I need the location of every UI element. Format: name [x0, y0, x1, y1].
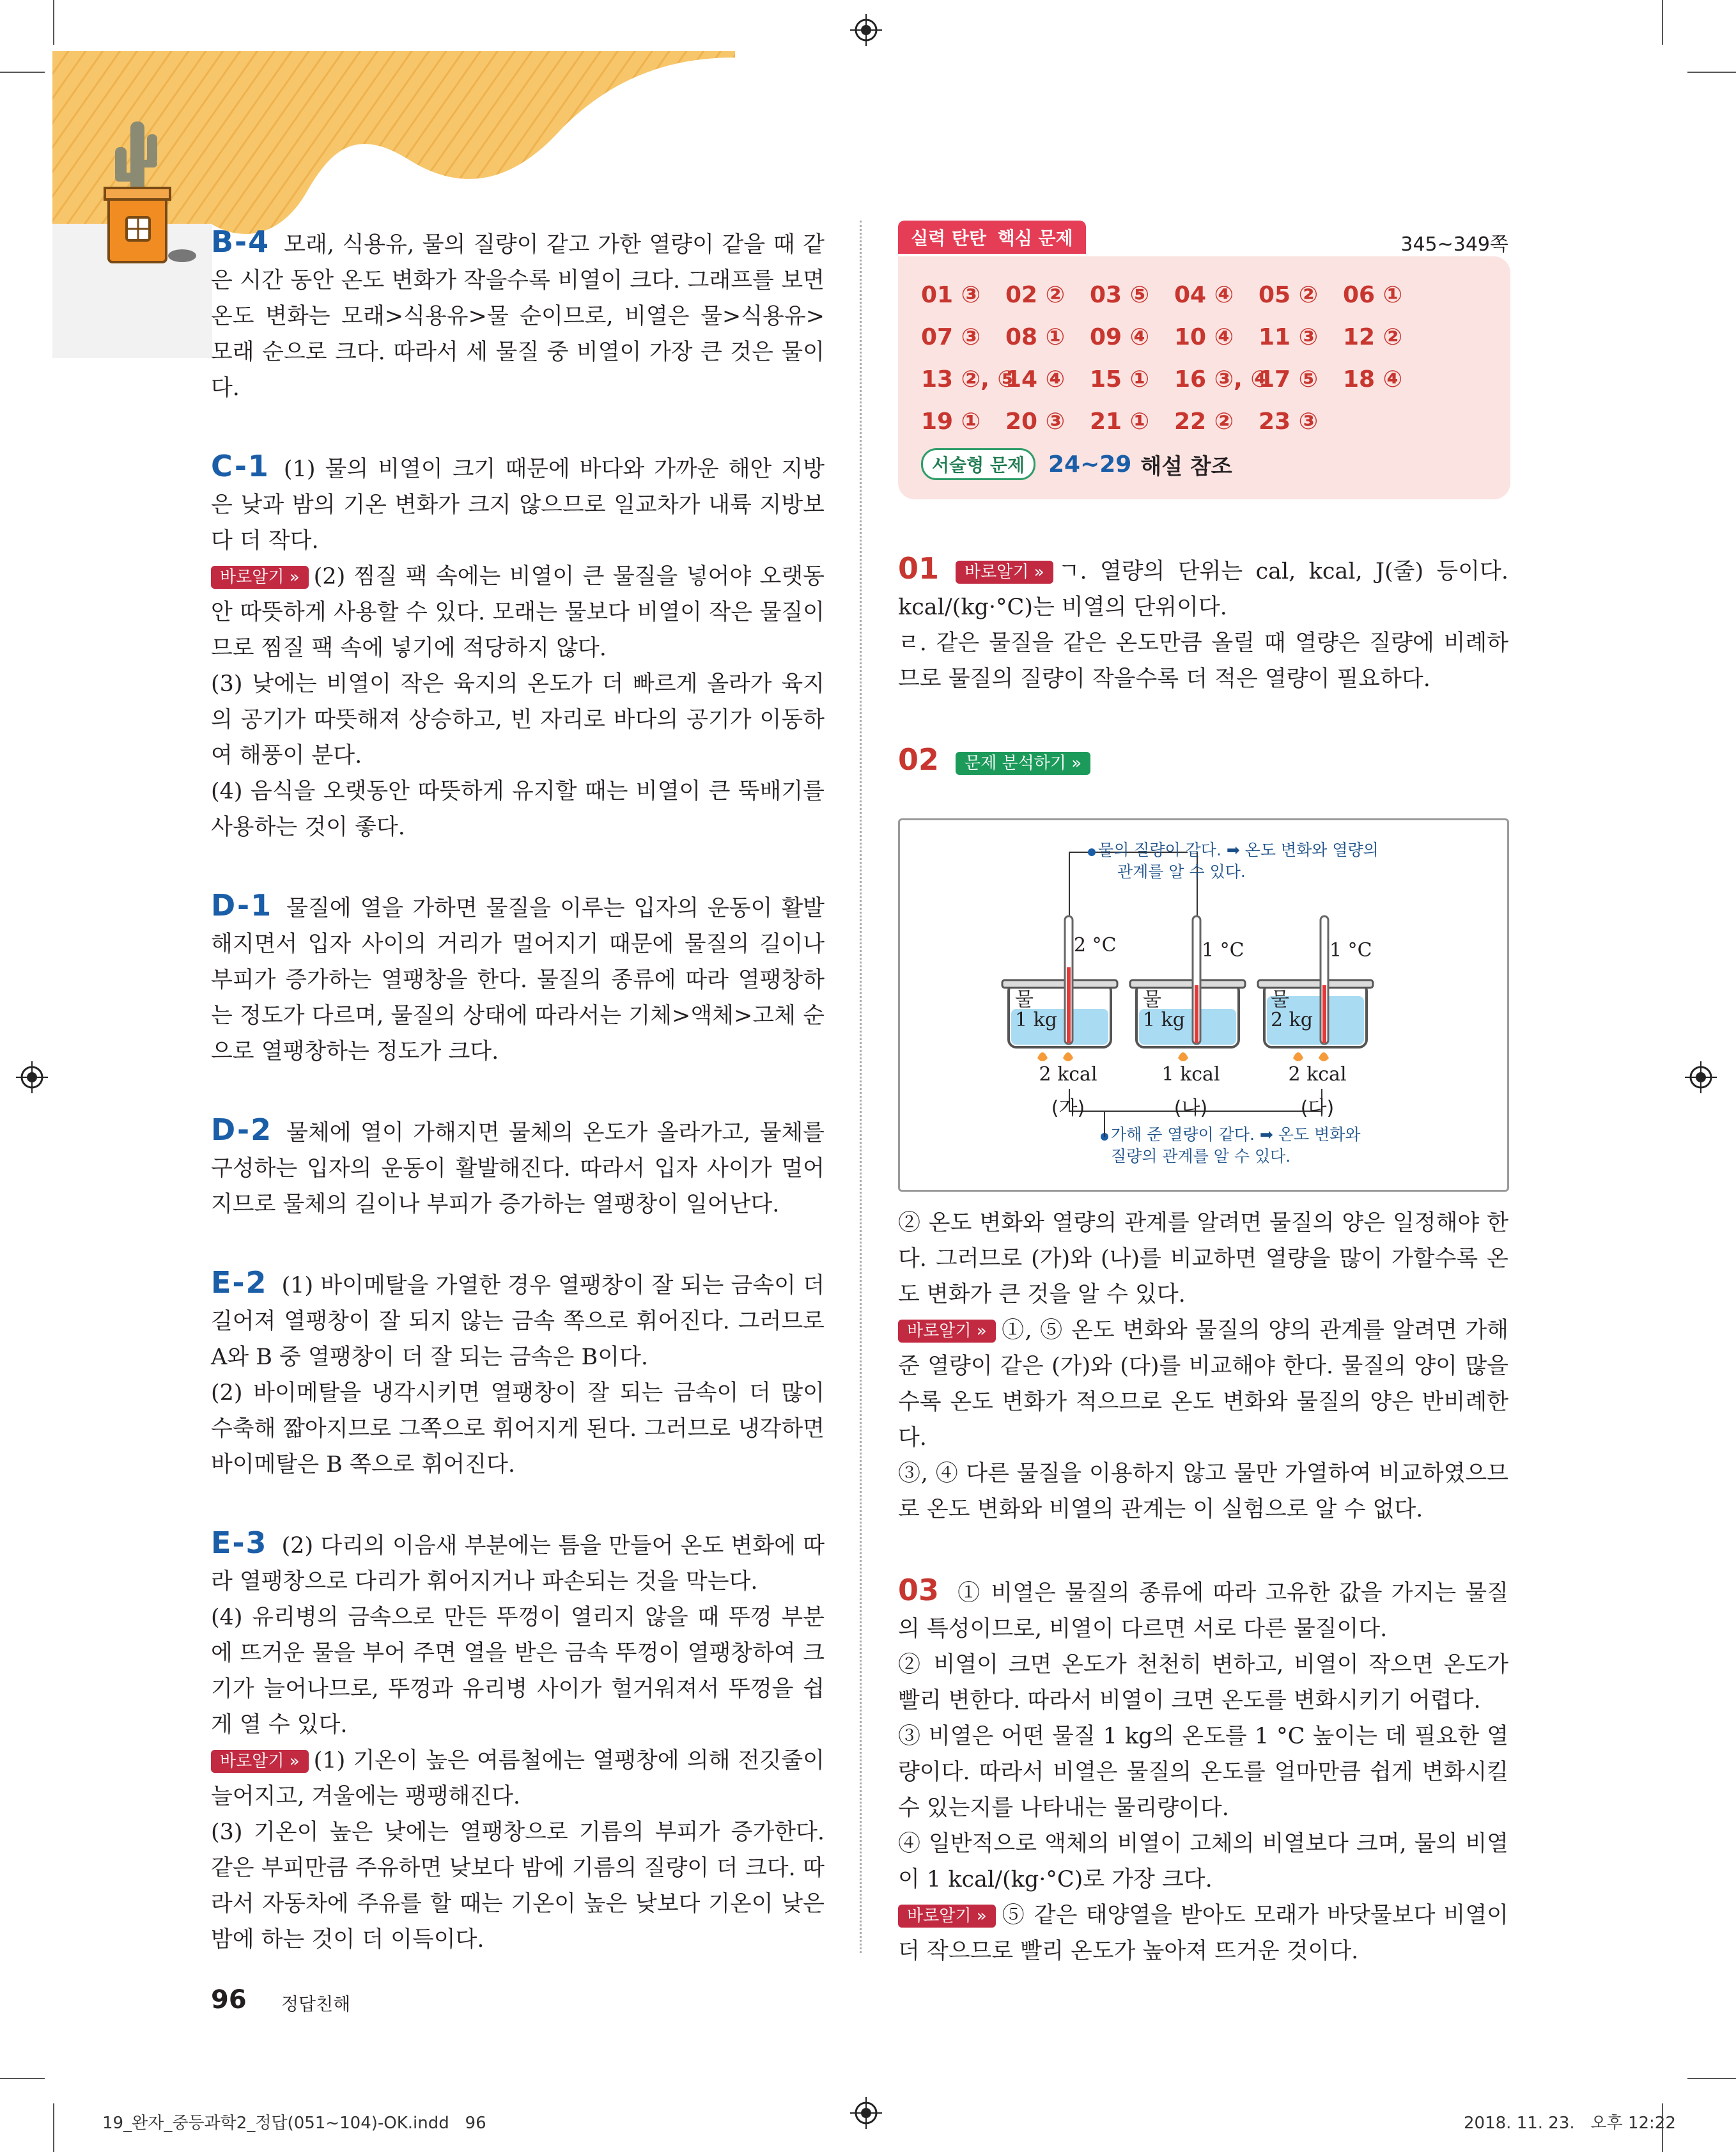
answer-text: ④ 일반적으로 액체의 비열이 고체의 비열보다 크며, 물의 비열이 1 kcal/(kg·°C)로 가장 크다. [898, 1831, 1508, 1892]
figure-bottom-note [1111, 1124, 1361, 1167]
answer-text: ①, ⑤ 온도 변화와 물질의 양의 관계를 알려면 가해 준 열량이 같은 (가)와 (다)를 비교해야 한다. 물질의 양이 많을수록 온도 변화가 적으므로 온도 변화와 물질의 양은 반비례한다. [898, 1318, 1508, 1451]
essay-range: 24~29 [1048, 451, 1132, 478]
answer-key-item: 19 ① [921, 409, 981, 435]
answer-key-item: 14 ④ [1005, 366, 1066, 393]
answer-key-item: 02 ② [1005, 282, 1066, 308]
answer-key-item: 05 ② [1259, 282, 1319, 308]
question-label: D-2 [211, 1112, 273, 1147]
correction-badge: 바로알기 » [211, 1750, 309, 1773]
answer-key-item: 17 ⑤ [1259, 366, 1319, 393]
pot-c-label: (다) [1300, 1097, 1335, 1119]
answer-key-item: 09 ④ [1090, 324, 1150, 350]
answer-key-item: 01 ③ [921, 282, 981, 308]
section-name: 정답친해 [281, 1993, 351, 2015]
answer-key-header [898, 221, 1508, 256]
pot-b-label: (나) [1174, 1097, 1208, 1119]
answer-E3 [211, 1525, 825, 1958]
answer-C1 [211, 448, 825, 845]
crop-mark [1687, 2078, 1736, 2079]
crop-mark [0, 2078, 45, 2079]
question-label: D-1 [211, 888, 273, 923]
answer-key-item: 23 ③ [1259, 409, 1319, 435]
pot-c-mass: 2 kg [1271, 1009, 1314, 1031]
question-number: 01 [898, 551, 940, 586]
correction-badge: 바로알기 » [898, 1905, 996, 1928]
pot-c-substance: 물 [1271, 988, 1289, 1011]
page-range: 345~349쪽 [1400, 233, 1508, 256]
answer-B4 [211, 224, 825, 406]
answer-text: (3) 낮에는 비열이 작은 육지의 온도가 더 빠르게 올라가 육지의 공기가 따뜻해져 상승하고, 빈 자리로 바다의 공기가 이동하여 해풍이 분다. [211, 671, 825, 768]
answer-key-item: 11 ③ [1259, 324, 1319, 350]
answer-key-item: 12 ② [1343, 324, 1403, 350]
pot-b-substance: 물 [1143, 988, 1161, 1011]
registration-mark-icon [1685, 1061, 1717, 1096]
answer-text: 물체에 열이 가해지면 물체의 온도가 올라가고, 물체를 구성하는 입자의 운동이 활발해진다. 따라서 입자 사이가 멀어지므로 물체의 길이나 부피가 증가하는 열팽창이 일어난다. [211, 1120, 825, 1217]
answer-text: ① 비열은 물질의 종류에 따라 고유한 값을 가지는 물질의 특성이므로, 비열이 다르면 서로 다른 물질이다. [898, 1580, 1508, 1642]
right-column-lower [898, 1205, 1508, 1969]
essay-note: 해설 참조 [1140, 453, 1232, 480]
crop-mark [1687, 72, 1736, 73]
answer-key-item: 16 ③, ④ [1174, 366, 1270, 393]
pot-a-temp: 2 °C [1074, 934, 1117, 956]
pot-a-mass: 1 kg [1015, 1009, 1058, 1031]
left-column [211, 224, 825, 2000]
question-number: 03 [898, 1573, 940, 1607]
figure-note-line: 질량의 관계를 알 수 있다. [1111, 1147, 1291, 1166]
question-number: 02 [898, 742, 940, 777]
registration-mark-icon [850, 2097, 882, 2132]
figure-note-line: 물의 질량이 같다. ➡ 온도 변화와 열량의 [1098, 841, 1379, 859]
answer-text: (1) 물의 비열이 크기 때문에 바다와 가까운 해안 지방은 낮과 밤의 기온 변화가 크지 않으므로 일교차가 내륙 지방보다 더 작다. [211, 456, 825, 554]
answer-text: (3) 기온이 높은 낮에는 열팽창으로 기름의 부피가 증가한다. 같은 부피만큼 주유하면 낮보다 밤에 기름의 질량이 더 크다. 따라서 자동차에 주유를 할 때는 기온이 높은 낮보다 기온이 낮은 밤에 하는 것이 더 이득이다. [211, 1820, 825, 1953]
registration-mark-icon [850, 14, 882, 49]
answer-D1 [211, 887, 825, 1070]
question-label: E-2 [211, 1265, 268, 1300]
answer-key-item: 06 ① [1343, 282, 1403, 308]
answer-key-box [898, 256, 1510, 499]
page-number: 96 [211, 1985, 247, 2015]
answer-01 [898, 550, 1508, 697]
answer-text: ③ 비열은 어떤 물질 1 kg의 온도를 1 °C 높이는 데 필요한 열량이다. 따라서 비열은 물질의 온도를 얼마만큼 쉽게 변화시킬 수 있는지를 나타내는 물리량이다. [898, 1724, 1508, 1821]
answer-key-item: 10 ④ [1174, 324, 1234, 350]
crop-mark [53, 2103, 54, 2152]
answer-text: (4) 음식을 오랫동안 따뜻하게 유지할 때는 비열이 큰 뚝배기를 사용하는 것이 좋다. [211, 779, 825, 840]
answer-key-tag [898, 221, 1086, 254]
experiment-figure [898, 818, 1509, 1192]
file-name: 19_완자_중등과학2_정답(051~104)-OK.indd 96 [102, 2114, 486, 2133]
cactus-pot-icon [102, 115, 198, 275]
figure-top-note [1098, 839, 1379, 883]
pot-a-substance: 물 [1015, 988, 1034, 1011]
pot-a-label: (가) [1051, 1097, 1085, 1119]
essay-row [921, 448, 1490, 480]
pot-c-heat: 2 kcal [1288, 1063, 1347, 1086]
answer-key-item: 15 ① [1090, 366, 1150, 393]
correction-badge: 바로알기 » [898, 1320, 996, 1343]
answer-text: (2) 찜질 팩 속에는 비열이 큰 물질을 넣어야 오랫동안 따뜻하게 사용할 수 있다. 모래는 물보다 비열이 작은 물질이므로 찜질 팩 속에 넣기에 적당하지 않다. [211, 564, 825, 661]
answer-02 [898, 742, 1508, 781]
crop-mark [0, 72, 45, 73]
tag-main: 핵심 문제 [997, 228, 1073, 249]
question-label: E-3 [211, 1525, 268, 1560]
analysis-badge: 문제 분석하기 » [956, 752, 1090, 775]
answer-text: (1) 기온이 높은 여름철에는 열팽창에 의해 전깃줄이 늘어지고, 겨울에는 팽팽해진다. [211, 1748, 825, 1809]
answer-03 [898, 1572, 1508, 1969]
answer-key-item: 13 ②, ⑤ [921, 366, 1017, 393]
answer-text: ㄹ. 같은 물질을 같은 온도만큼 올릴 때 열량은 질량에 비례하므로 물질의 질량이 작을수록 더 적은 열량이 필요하다. [898, 630, 1508, 692]
crop-mark [53, 0, 54, 45]
answer-text: (2) 다리의 이음새 부분에는 틈을 만들어 온도 변화에 따라 열팽창으로 다리가 휘어지거나 파손되는 것을 막는다. [211, 1533, 825, 1595]
crop-mark [1662, 0, 1663, 45]
correction-badge: 바로알기 » [956, 561, 1053, 584]
answer-key-item: 07 ③ [921, 324, 981, 350]
answer-text: (4) 유리병의 금속으로 만든 뚜껑이 열리지 않을 때 뚜껑 부분에 뜨거운 물을 부어 주면 열을 받은 금속 뚜껑이 열팽창하여 크기가 늘어나므로, 뚜껑과 유리병 사이가 헐거워져서 뚜껑을 쉽게 열 수 있다. [211, 1605, 825, 1738]
essay-badge: 서술형 문제 [921, 448, 1035, 480]
pot-b-mass: 1 kg [1143, 1009, 1186, 1031]
pot-a-heat: 2 kcal [1039, 1063, 1097, 1086]
answer-text: ㄱ. 열량의 단위는 cal, kcal, J(줄) 등이다. kcal/(kg·°C)는 비열의 단위이다. [898, 559, 1508, 620]
question-label: B-4 [211, 224, 270, 259]
answer-text: 모래, 식용유, 물의 질량이 같고 가한 열량이 같을 때 같은 시간 동안 온도 변화가 작을수록 비열이 크다. 그래프를 보면 온도 변화는 모래>식용유>물 순이므로, 비열은 물>식용유>모래 순으로 크다. 따라서 세 물질 중 비열이 가장 큰 것은 물이다. [211, 232, 825, 401]
answer-text: (1) 바이메탈을 가열한 경우 열팽창이 잘 되는 금속이 더 길어져 열팽창이 잘 되지 않는 금속 쪽으로 휘어진다. 그러므로 A와 B 중 열팽창이 더 잘 되는 금속은 B이다. [211, 1273, 825, 1370]
answer-text: ③, ④ 다른 물질을 이용하지 않고 물만 가열하여 비교하였으므로 온도 변화와 비열의 관계는 이 실험으로 알 수 없다. [898, 1461, 1508, 1522]
answer-E2 [211, 1265, 825, 1483]
pot-c-temp: 1 °C [1329, 939, 1372, 962]
answer-text: (2) 바이메탈을 냉각시키면 열팽창이 잘 되는 금속이 더 많이 수축해 짧아지므로 그쪽으로 휘어지게 된다. 그러므로 냉각하면 바이메탈은 B 쪽으로 휘어진다. [211, 1380, 825, 1478]
answer-key-item: 22 ② [1174, 409, 1234, 435]
figure-note-line: 관계를 알 수 있다. [1117, 862, 1246, 881]
correction-badge: 바로알기 » [211, 566, 309, 589]
answer-key-item: 03 ⑤ [1090, 282, 1150, 308]
answer-text: ⑤ 같은 태양열을 받아도 모래가 바닷물보다 비열이 더 작으므로 빨리 온도가 높아져 뜨거운 것이다. [898, 1903, 1508, 1964]
answer-D2 [211, 1112, 825, 1222]
answer-text: ② 온도 변화와 열량의 관계를 알려면 물질의 양은 일정해야 한다. 그러므로 (가)와 (나)를 비교하면 열량을 많이 가할수록 온도 변화가 큰 것을 알 수 있다. [898, 1210, 1508, 1307]
answer-key-item: 18 ④ [1343, 366, 1403, 393]
question-label: C-1 [211, 449, 270, 483]
answer-text: ② 비열이 크면 온도가 천천히 변하고, 비열이 작으면 온도가 빨리 변한다. 따라서 비열이 크면 온도를 변화시키기 어렵다. [898, 1652, 1508, 1713]
pot-b-temp: 1 °C [1202, 939, 1244, 962]
answer-text: 물질에 열을 가하면 물질을 이루는 입자의 운동이 활발해지면서 입자 사이의 거리가 멀어지기 때문에 물질의 길이나 부피가 증가하는 열팽창을 한다. 물질의 종류에 따라 열팽창하는 정도가 다르며, 물질의 상태에 따라서는 기체>액체>고체 순으로 열팽창하는 정도가 크다. [211, 896, 825, 1064]
right-column [898, 221, 1508, 781]
figure-note-line: 가해 준 열량이 같다. ➡ 온도 변화와 [1111, 1125, 1361, 1144]
registration-mark-icon [16, 1061, 48, 1096]
pot-b-heat: 1 kcal [1161, 1063, 1220, 1086]
answer-grid [921, 274, 1490, 443]
answer-key-item: 20 ③ [1005, 409, 1066, 435]
column-divider [860, 221, 862, 1953]
answer-key-item: 08 ① [1005, 324, 1066, 350]
answer-key-item: 21 ① [1090, 409, 1150, 435]
answer-key-item: 04 ④ [1174, 282, 1234, 308]
timestamp: 2018. 11. 23. 오후 12:22 [1464, 2114, 1676, 2133]
tag-prefix: 실력 탄탄 [911, 228, 986, 249]
